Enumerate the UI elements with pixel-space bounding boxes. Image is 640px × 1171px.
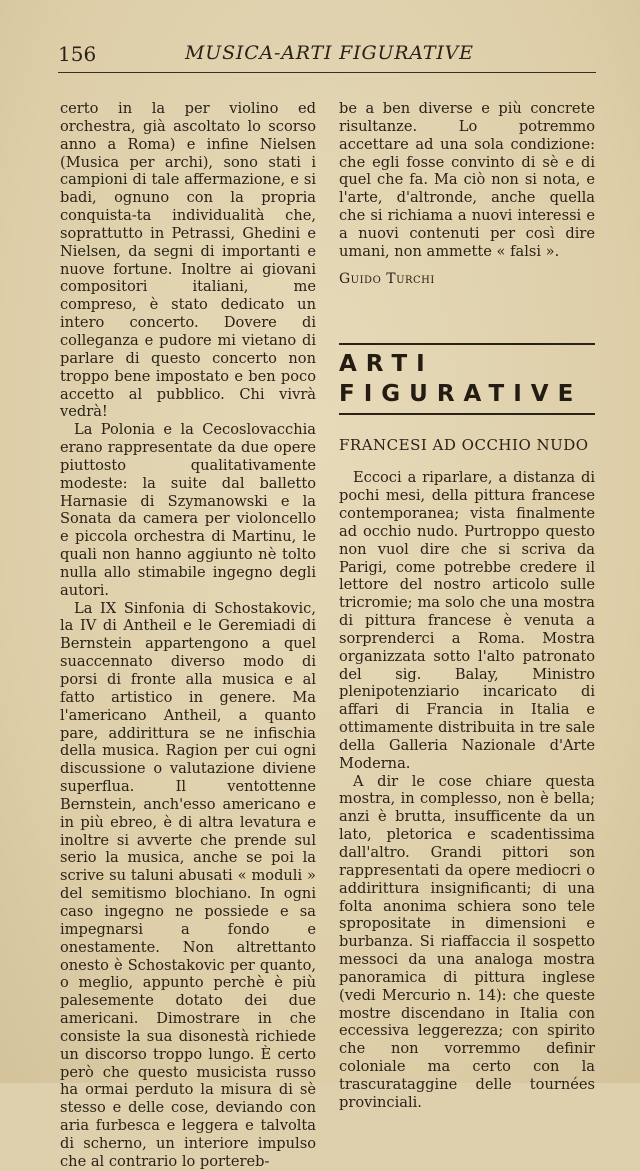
section-heading: [339, 349, 595, 409]
running-title: MUSICA-ARTI FIGURATIVE: [185, 42, 474, 64]
page-number: 156: [58, 42, 97, 66]
left-column: [60, 100, 316, 1171]
section-heading-line: FIGURATIVE: [339, 381, 583, 408]
paragraph: La IX Sinfonia di Schostakovic, la IV di Antheil e le Geremiadi di Bernstein appartengono a quel suaccennato diverso modo di porsi di fronte alla musica e al fatto artistico in genere. Ma l'americano Antheil, a quanto pare, addirittura se ne infischia della musica. Ragion per cui ogni discussione o valutazione diviene superflua. Il ventottenne Bernstein, anch'esso americano e in più ebreo, è di altra levatura e inoltre si avverte che prende sul serio la musica, anche se poi la scrive su taluni abusati « moduli » del semitismo blochiano. In ogni caso ingegno ne possiede e sa impegnarsi a fondo e onestamente. Non altrettanto onesto è Schostakovic per quanto, o meglio, appunto perchè è più palesemente dotato dei due americani. Dimostrare in che consiste la sua disonestà richiede un discorso troppo lungo. È certo però che questo musicista russo ha ormai perduto la misura di sè stesso e delle cose, deviando con aria furbesca e leggera e talvolta di scherno, un interiore impulso che al contrario lo portereb-: [60, 599, 316, 1170]
page-header: [58, 40, 594, 70]
paragraph: certo in la per violino ed orchestra, già ascoltato lo scorso anno a Roma) e infine Nielsen (Musica per archi), sono stati i campioni di tale affermazione, e si badi, ognuno con la propria conquista-ta individualità che, soprattutto in Petrassi, Ghedini e Nielsen, da segni di importanti e nuove fortune. Inoltre ai giovani compositori italiani, me compreso, è stato dedicato un intero concerto. Dovere di colleganza e pudore mi vietano di parlare di questo concerto non troppo bene impostato e ben poco accetto al pubblico. Chi vivrà vedrà!: [60, 100, 316, 421]
header-rule: [58, 72, 596, 73]
paragraph: be a ben diverse e più concrete risultanze. Lo potremmo accettare ad una sola condizione: che egli fosse convinto di sè e di quel che fa. Ma ciò non si nota, e l'arte, d'altronde, anche quella che si richiama a nuovi interessi e a nuovi contenuti per così dire umani, non ammette « falsi ».: [339, 100, 595, 260]
right-column: [339, 100, 595, 1112]
article-title: FRANCESI AD OCCHIO NUDO: [339, 436, 589, 455]
paragraph: A dir le cose chiare questa mostra, in complesso, non è bella; anzi è brutta, insufficente da un lato, pletorica e scadentissima dall'altro. Grandi pittori son rappresentati da opere mediocri o addirittura insignificanti; di una folta anonima schiera sono tele spropositate in dimensioni e burbanza. Si riaffaccia il sospetto messoci da una analoga mostra panoramica di pittura inglese (vedi Mercurio n. 14): che queste mostre discendano in Italia con eccessiva leggerezza; con spirito che non vorremmo definir coloniale ma certo con la trascurataggine delle tournées provinciali.: [339, 772, 595, 1111]
section-heading-line: ARTI: [339, 351, 434, 378]
paragraph: La Polonia e la Cecoslovacchia erano rappresentate da due opere piuttosto qualitativamente modeste: la suite dal balletto Harnasie di Szymanowski e la Sonata da camera per violoncello e piccola orchestra di Martinu, le quali non hanno aggiunto nè tolto nulla allo stimabile ingegno degli autori.: [60, 421, 316, 599]
section-rule: [339, 343, 595, 345]
section-rule: [339, 413, 595, 415]
author-signature: Guido Turchi: [339, 270, 435, 287]
paragraph: Eccoci a riparlare, a distanza di pochi mesi, della pittura francese contemporanea; vista finalmente ad occhio nudo. Purtroppo questo non vuol dire che si scriva da Parigi, come potrebbe credere il lettore del nostro articolo sulle tricromie; ma solo che una mostra di pittura francese è venuta a sorprenderci a Roma. Mostra organizzata sotto l'alto patronato del sig. Balay, Ministro plenipotenziario incaricato di affari di Francia in Italia e ottimamente distribuita in tre sale della Galleria Nazionale d'Arte Moderna.: [339, 469, 595, 772]
